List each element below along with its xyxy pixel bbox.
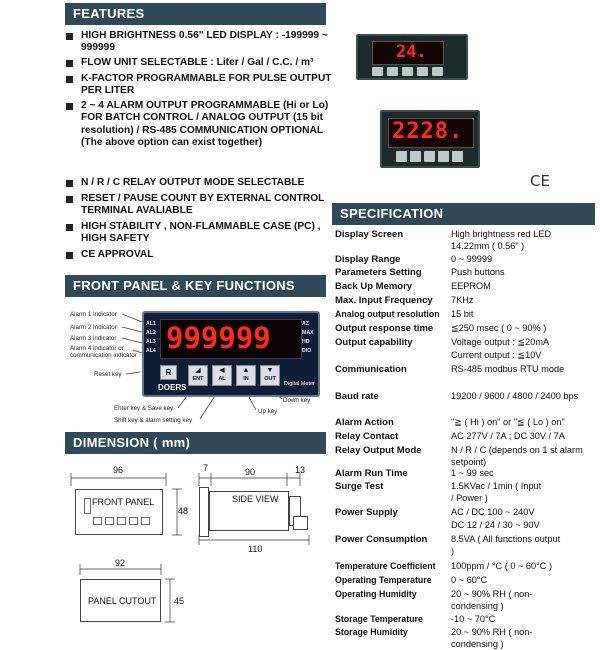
spec-label: Display Range — [335, 254, 401, 265]
spec-label: Alarm Run Time — [335, 468, 408, 479]
dim-side-bezel — [199, 487, 209, 537]
spec-label: Alarm Action — [335, 417, 394, 428]
reset-key[interactable]: R — [160, 365, 177, 380]
spec-label: Temperature Coefficient — [335, 561, 436, 571]
specification-header — [332, 203, 595, 225]
spec-value: 8.5VA ( All functions output ) — [451, 534, 561, 556]
indicator-al2: AL2 — [146, 330, 156, 336]
feature-item: HIGH BRIGHTNESS 0.56" LED DISPLAY : -199999 ~ 999999 — [66, 30, 336, 55]
brand-label: DOERS — [158, 383, 187, 392]
dim-front-panel — [75, 489, 163, 535]
spec-label: Power Consumption — [335, 534, 428, 545]
feature-item: HIGH STABILITY , NON-FLAMMABLE CASE (PC) , HIGH SAFETY — [66, 221, 336, 246]
spec-value: 15 bit — [451, 309, 474, 319]
callout-alarm2: Alarm 2 Indicator — [70, 324, 117, 331]
spec-value: 1.5KVac / 1min ( Input / Power ) — [451, 481, 542, 503]
spec-value: Voltage output : ≦20mA — [451, 337, 550, 347]
dim-side-body-depth: 90 — [245, 467, 256, 477]
spec-value: N / R / C (depends on 1 st alarm setpoint) — [451, 445, 583, 467]
indicator-al3: AL3 — [146, 339, 156, 345]
spec-label: Analog output resolution — [335, 309, 440, 319]
spec-label: Parameters Setting — [335, 267, 422, 278]
indicator-az: AZ — [302, 321, 309, 327]
feature-item: RESET / PAUSE COUNT BY EXTERNAL CONTROL TERMINAL AVALIABLE — [66, 193, 336, 218]
dimension-title: DIMENSION ( mm) — [73, 435, 191, 450]
callout-reset: Reset key — [94, 371, 122, 378]
callout-shift: Shift key & alarm setting key — [114, 417, 193, 424]
spec-value: -10 ~ 70°C — [451, 614, 496, 624]
large-display-readout: 2228. — [392, 119, 464, 144]
feature-item: CE APPROVAL — [66, 249, 336, 261]
spec-value: High brightness red LED 14.22mm ( 0.56" ) — [451, 229, 552, 251]
spec-label: Baud rate — [335, 391, 379, 402]
enter-key[interactable]: ◢ ENT — [188, 365, 208, 386]
dim-side-label: SIDE VIEW — [232, 494, 279, 504]
callout-down: Down key — [283, 397, 311, 404]
features-title: FEATURES — [73, 6, 145, 21]
indicator-al1: AL1 — [146, 321, 156, 327]
dim-front-panel-label: FRONT PANEL — [92, 497, 155, 507]
indicator-hd: HD — [302, 339, 310, 345]
ce-mark-logo: CE — [530, 172, 550, 190]
dim-front-width: 96 — [113, 465, 124, 475]
spec-value: 0 ~ 60°C — [451, 575, 488, 585]
dim-panel-cutout — [80, 579, 161, 622]
spec-label: Relay Output Mode — [335, 445, 422, 456]
up-key[interactable]: ▲ IN — [236, 365, 256, 386]
spec-label: Display Screen — [335, 229, 404, 240]
dim-side-rear: 13 — [295, 465, 306, 475]
dim-side-front: 7 — [203, 463, 209, 473]
arrow-left-icon: ◀ — [219, 367, 225, 374]
spec-value: AC 277V / 7A ; DC 30V / 7A — [451, 431, 565, 441]
spec-value: EEPROM — [451, 281, 491, 291]
spec-label: Operating Humidity — [335, 589, 417, 599]
indicator-max: MAX — [302, 330, 314, 336]
spec-value: Push buttons — [451, 267, 505, 277]
spec-label: Operating Temperature — [335, 575, 432, 585]
spec-label: Communication — [335, 364, 407, 375]
spec-value: 7KHz — [451, 295, 474, 305]
arrow-down-icon: ▼ — [266, 367, 274, 374]
dim-cutout-height: 45 — [174, 596, 185, 606]
spec-value: Current output : ≦10V — [451, 350, 542, 360]
down-key[interactable]: ▼ OUT — [260, 365, 280, 386]
spec-label: Output response time — [335, 323, 434, 334]
dim-cutout-label: PANEL CUTOUT — [88, 596, 157, 606]
feature-item: K-FACTOR PROGRAMMABLE FOR PULSE OUTPUT PER LITER — [66, 73, 336, 98]
spec-label: Power Supply — [335, 507, 398, 518]
spec-value: 20 ~ 90% RH ( non-condensing ) — [451, 589, 533, 611]
specification-title: SPECIFICATION — [340, 206, 444, 221]
spec-value: ≦250 msec ( 0 ~ 90% ) — [451, 323, 547, 333]
spec-value: 20 ~ 90% RH ( non-condensing ) — [451, 627, 533, 649]
feature-item: FLOW UNIT SELECTABLE : Liter / Gal / C.C. / m³ — [66, 57, 336, 69]
shift-alarm-key[interactable]: ◀ AL — [212, 365, 232, 386]
spec-value: 19200 / 9600 / 4800 / 2400 bps — [451, 391, 579, 401]
spec-value: 1 ~ 99 sec — [451, 468, 494, 478]
panel-display-readout: 999999 — [166, 321, 271, 355]
callout-enter: Enter key & Save key — [114, 405, 174, 412]
spec-label: Relay Contact — [335, 431, 399, 442]
spec-value: "≧ ( Hi ) on" or "≦ ( Lo ) on" — [451, 417, 565, 427]
callout-alarm4: Alarm 4 indicator or communication indicator — [70, 345, 137, 359]
indicator-al4: AL4 — [146, 348, 156, 354]
feature-item: 2 ~ 4 ALARM OUTPUT PROGRAMMABLE (Hi or Lo) FOR BATCH CONTROL / ANALOG OUTPUT (15 bit resolution) / RS-485 COMMUNICATION OPTIONAL (The above option can exist together) — [66, 100, 336, 150]
spec-value: AC / DC 100 ~ 240V — [451, 507, 535, 517]
spec-label: Storage Temperature — [335, 614, 423, 624]
callout-alarm3: Alarm 3 indicator — [70, 335, 117, 342]
callout-alarm1: Alarm 1 Indicator — [70, 311, 117, 318]
feature-item: N / R / C RELAY OUTPUT MODE SELECTABLE — [66, 177, 336, 189]
spec-label: Back Up Memory — [335, 281, 413, 292]
spec-value: 100ppm / °C ( 0 ~ 60°C ) — [451, 561, 553, 571]
spec-value: DC 12 / 24 / 30 ~ 90V — [451, 520, 540, 530]
dim-side-connector — [293, 516, 308, 530]
arrow-up-icon: ▲ — [242, 367, 250, 374]
front-panel-title: FRONT PANEL & KEY FUNCTIONS — [73, 278, 295, 293]
spec-label: Max. Input Frequency — [335, 295, 433, 306]
spec-label: Output capability — [335, 337, 413, 348]
spec-value: RS-485 modbus RTU mode — [451, 364, 565, 374]
spec-label: Surge Test — [335, 481, 384, 492]
dim-side-body — [209, 491, 289, 531]
callout-up: Up key — [258, 408, 278, 415]
spec-value: 0 ~ 99999 — [451, 254, 493, 264]
model-label: Digital Meter — [284, 381, 315, 387]
indicator-dio: DIO — [302, 348, 312, 354]
small-display-readout: 24. — [396, 42, 427, 62]
dim-front-height: 48 — [178, 506, 189, 516]
dim-cutout-width: 92 — [115, 558, 126, 568]
spec-label: Storage Humidity — [335, 627, 408, 637]
dim-side-total: 110 — [248, 544, 263, 554]
